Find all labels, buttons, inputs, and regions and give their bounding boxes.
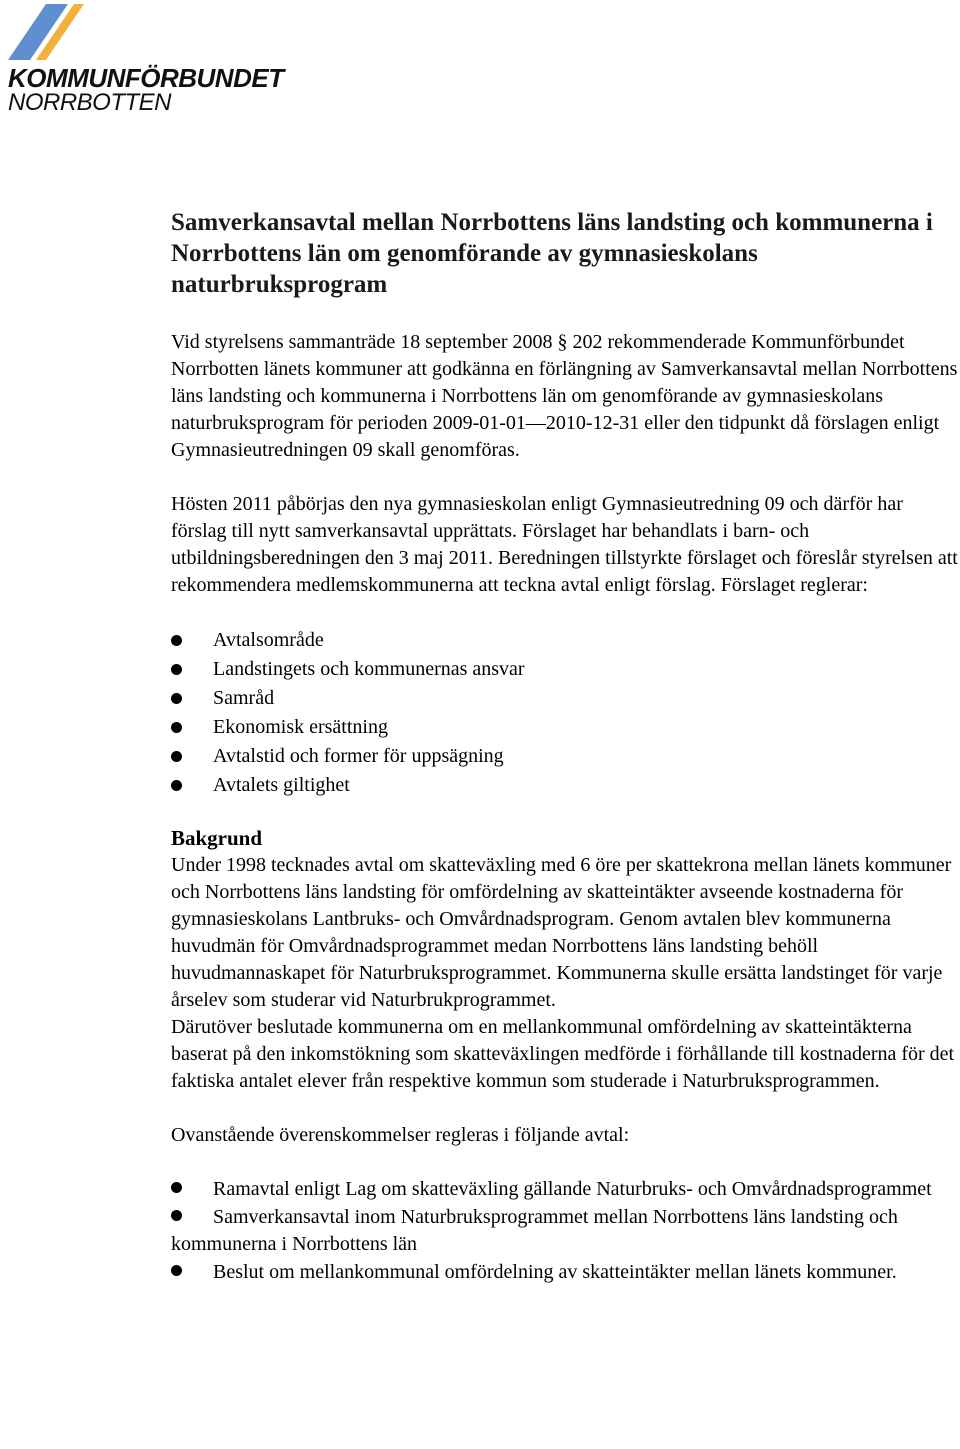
list-item [171, 626, 960, 655]
list-item [171, 742, 960, 771]
logo-text-kommunforbundet: KOMMUNFÖRBUNDET [8, 63, 284, 93]
list-item-text: Avtalets giltighet [213, 774, 350, 796]
regulation-list [171, 626, 960, 800]
list-item [171, 1204, 960, 1258]
list-item-text: Ekonomisk ersättning [213, 716, 388, 738]
bullet-icon [171, 635, 182, 646]
bullet-icon [171, 1182, 182, 1193]
list-item [171, 1259, 960, 1286]
list-item [171, 684, 960, 713]
bullet-icon [171, 1265, 182, 1276]
bullet-icon [171, 751, 182, 762]
list-item-text: Beslut om mellankommunal omfördelning av skatteintäkter mellan länets kommuner. [213, 1261, 897, 1283]
logo-text-norrbotten: NORRBOTTEN [8, 89, 171, 116]
list-item-text: Ramavtal enligt Lag om skatteväxling gällande Naturbruks- och Omvårdnadsprogrammet [213, 1178, 932, 1200]
list-item [171, 655, 960, 684]
paragraph-proposal: Hösten 2011 påbörjas den nya gymnasieskolan enligt Gymnasieutredning 09 och därför har förslag till nytt samverkansavtal upprättats. Förslaget har behandlats i barn- och utbildningsberedningen den 3 maj 2011. Beredningen tillstyrkte förslaget och föreslår styrelsen att rekommendera medlemskommunerna att teckna avtal enligt förslag. Förslaget reglerar: [171, 493, 958, 596]
list-item-text: Samverkansavtal inom Naturbruksprogrammet mellan Norrbottens läns landsting och kommunerna i Norrbottens län [171, 1206, 898, 1255]
bullet-icon [171, 693, 182, 704]
bullet-icon [171, 722, 182, 733]
list-item-text: Landstingets och kommunernas ansvar [213, 658, 525, 680]
paragraph-agreements-intro: Ovanstående överenskommelser regleras i följande avtal: [171, 1124, 630, 1146]
bullet-icon [171, 1210, 182, 1221]
list-item [171, 1176, 960, 1203]
document-title: Samverkansavtal mellan Norrbottens läns landsting och kommunerna i Norrbottens län om genomförande av gymnasieskolans naturbruksprogram [171, 209, 933, 298]
agreements-list [171, 1176, 960, 1286]
paragraph-intro: Vid styrelsens sammanträde 18 september 2008 § 202 rekommenderade Kommunförbundet Norrbotten länets kommuner att godkänna en förlängning av Samverkansavtal mellan Norrbottens läns landsting och kommunerna i Norrbottens län om genomförande av gymnasieskolans naturbruksprogram för perioden 2009-01-01—2010-12-31 eller den tidpunkt då förslagen enligt Gymnasieutredningen 09 skall genomföras. [171, 331, 958, 461]
logo-stripes-icon [6, 4, 126, 68]
bullet-icon [171, 780, 182, 791]
document-body [171, 207, 960, 1287]
list-item-text: Samråd [213, 687, 275, 709]
list-item [171, 771, 960, 800]
list-item-text: Avtalsområde [213, 629, 324, 651]
section-heading-bakgrund: Bakgrund [171, 826, 263, 850]
kommunforbundet-logo [6, 4, 284, 116]
bullet-icon [171, 664, 182, 675]
list-item [171, 713, 960, 742]
paragraph-redistribution: Därutöver beslutade kommunerna om en mellankommunal omfördelning av skatteintäkterna baserat på den inkomstökning som skatteväxlingen medförde i förhållande till kostnaderna för det faktiska antalet elever från respektive kommun som studerade i Naturbruksprogrammen. [171, 1016, 955, 1092]
paragraph-background: Under 1998 tecknades avtal om skatteväxling med 6 öre per skattekrona mellan länets kommuner och Norrbottens läns landsting för omfördelning av skatteintäkter avseende kostnaderna för gymnasieskolans Lantbruks- och Omvårdnadsprogram. Genom avtalen blev kommunerna huvudmän för Omvårdnadsprogrammet medan Norrbottens läns landsting behöll huvudmannaskapet för Naturbruksprogrammet. Kommunerna skulle ersätta landstinget för varje årselev som studerar vid Naturbrukprogrammet. [171, 854, 952, 1011]
list-item-text: Avtalstid och former för uppsägning [213, 745, 504, 767]
